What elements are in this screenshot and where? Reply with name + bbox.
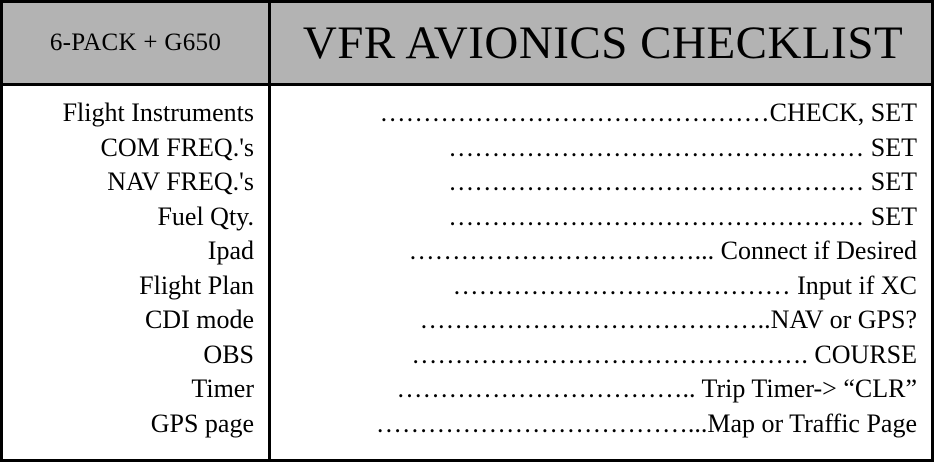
- checklist-item-action: ………………………………………. COURSE: [411, 339, 917, 369]
- checklist-item-label: COM FREQ.'s: [100, 132, 254, 162]
- checklist-item-label: Timer: [191, 374, 254, 403]
- checklist-item-label: Flight Plan: [139, 270, 254, 300]
- page-title: VFR AVIONICS CHECKLIST: [302, 17, 904, 69]
- checklist-item-action: ………………………………………CHECK, SET: [379, 98, 917, 127]
- header-subtitle: 6-PACK + G650: [49, 29, 222, 56]
- header-title-cell: [271, 3, 931, 83]
- checklist-item-label: NAV FREQ.'s: [107, 167, 254, 196]
- checklist-body: [3, 86, 931, 459]
- checklist-item-action: ………………………………………… SET: [448, 167, 917, 196]
- checklist-item-label: Ipad: [207, 236, 254, 265]
- checklist-item-labels-column: [3, 86, 271, 459]
- checklist-item-actions-column: [271, 86, 931, 459]
- checklist-item-label: Flight Instruments: [62, 98, 254, 127]
- checklist-item-action: ……………………………... Connect if Desired: [408, 236, 917, 265]
- checklist-item-action: ………………………………… Input if XC: [452, 270, 917, 300]
- checklist-item-action: …………………………….. Trip Timer-> “CLR”: [396, 374, 917, 403]
- document-header: [3, 3, 931, 86]
- checklist-item-label: OBS: [203, 339, 254, 369]
- checklist-item-label: CDI mode: [144, 305, 254, 334]
- checklist-item-label: Fuel Qty.: [157, 201, 254, 231]
- header-subtitle-cell: [3, 3, 271, 83]
- checklist-item-action: ………………………………………… SET: [448, 132, 917, 162]
- checklist-item-action: ………………………………………… SET: [448, 201, 917, 231]
- checklist-item-label: GPS page: [150, 408, 254, 438]
- checklist-item-action: ………………………………...Map or Traffic Page: [375, 408, 917, 438]
- checklist-item-action: …………………………………..NAV or GPS?: [419, 305, 917, 334]
